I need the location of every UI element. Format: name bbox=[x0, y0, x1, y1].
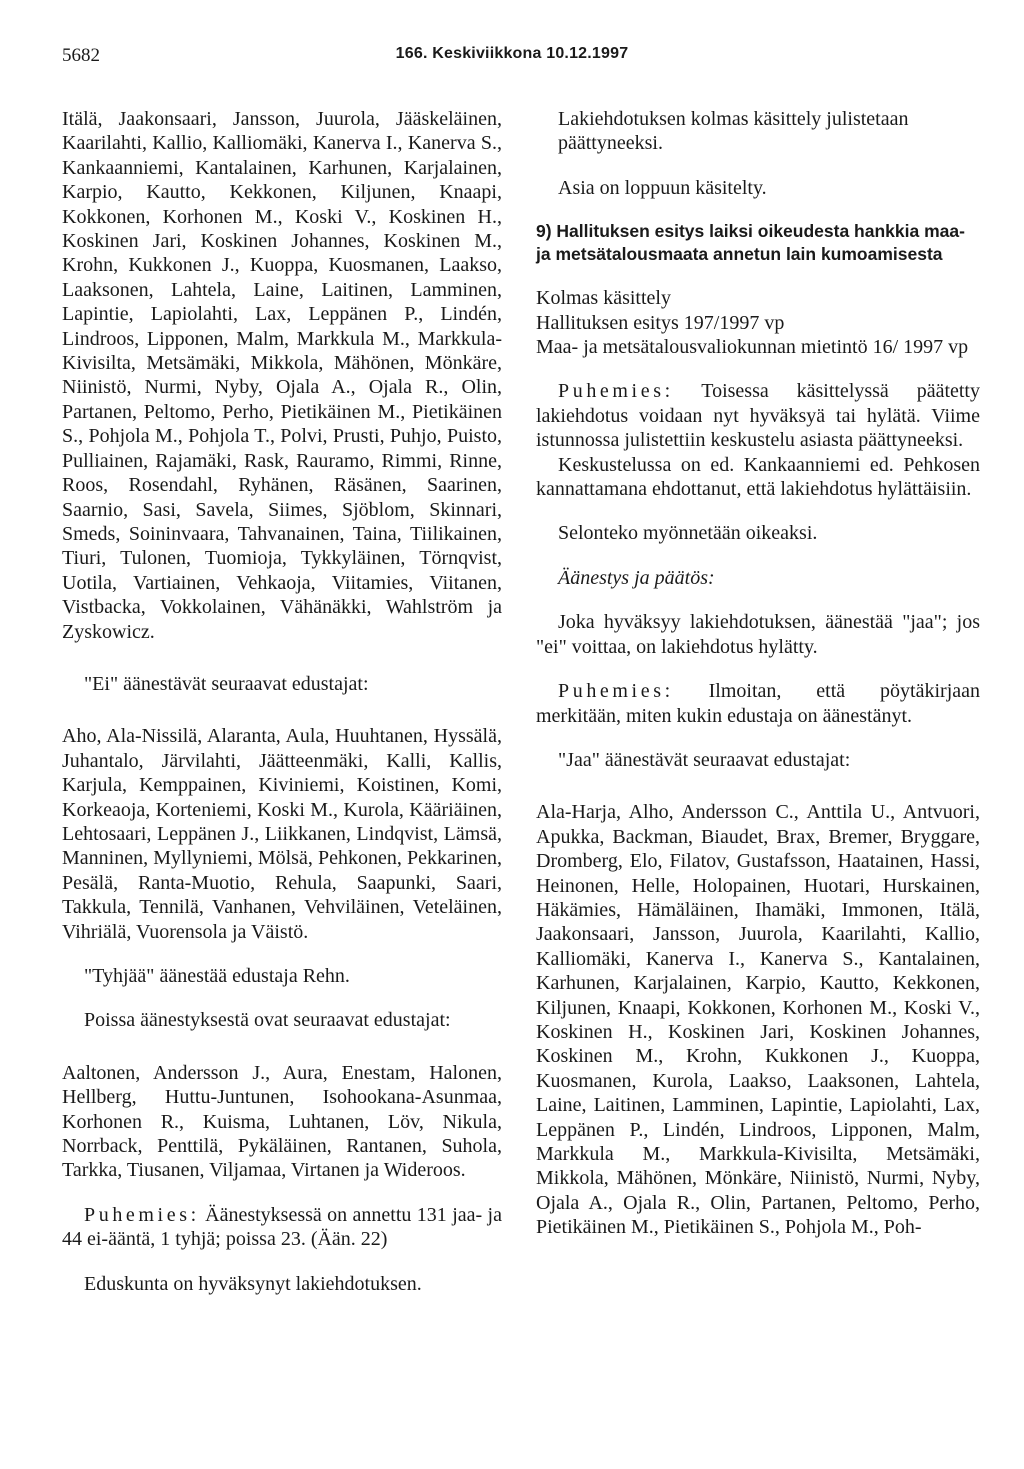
speaker-statement-2 bbox=[536, 679, 980, 728]
blank-vote: "Tyhjää" äänestää edustaja Rehn. bbox=[84, 965, 350, 987]
vote-rule: Joka hyväksyy lakiehdotuksen, äänestää "jaa"; jos "ei" voittaa, on lakiehdotus hylätty. bbox=[536, 611, 980, 658]
right-column bbox=[536, 107, 980, 1240]
speaker-label: Puhemies: bbox=[558, 680, 674, 703]
discussion-note: Keskustelussa on ed. Kankaanniemi ed. Pehkosen kannattamana ehdottanut, että lakiehdotus hylättäisiin. bbox=[536, 453, 980, 501]
absent-list: Aaltonen, Andersson J., Aura, Enestam, Halonen, Hellberg, Huttu-Juntunen, Isohookana-Asunmaa, Korhonen R., Kuisma, Luhtanen, Löv, Nikula, Norrback, Penttilä, Pykäläinen, Rantanen, Suhola, Tarkka, Tiusanen, Viljamaa, Virtanen ja Wideroos. bbox=[62, 1061, 502, 1182]
session-date: 166. Keskiviikkona 10.12.1997 bbox=[395, 45, 629, 62]
speaker-statement-text: Toisessa käsittelyssä päätetty lakiehdotus voidaan nyt hyväksyä tai hylätä. Viime istunnossa julistettiin keskustelu asiasta päättyneeksi. bbox=[536, 380, 980, 452]
page-number: 5682 bbox=[62, 45, 100, 66]
bill-reference: Hallituksen esitys 197/1997 vp bbox=[536, 311, 785, 334]
third-reading-closed: Lakiehdotuksen kolmas käsittely julistetaan päättyneeksi. bbox=[558, 108, 909, 155]
speaker-label: Puhemies: bbox=[84, 1203, 200, 1226]
committee-reference: Maa- ja metsätalousvaliokunnan mietintö 16/ 1997 vp bbox=[536, 336, 969, 359]
no-votes-list: Aho, Ala-Nissilä, Alaranta, Aula, Huuhtanen, Hyssälä, Juhantalo, Järvilahti, Jäätteenmäki, Kalli, Kallis, Karjula, Kemppainen, Kiviniemi, Koistinen, Komi, Korkeaoja, Korteniemi, Koski M., Kurola, Kääriäinen, Lehtosaari, Leppänen J., Liikkanen, Lindqvist, Lämsä, Manninen, Myllyniemi, Mölsä, Pehkonen, Pekkarinen, Pesälä, Ranta-Muotio, Rehula, Saapunki, Saari, Takkula, Tennilä, Vanhanen, Vehviläinen, Veteläinen, Vihriälä, Vuorensola ja Väistö. bbox=[62, 725, 502, 943]
speaker-statement-text: Ilmoitan, että pöytäkirjaan merkitään, miten kukin edustaja on äänestänyt. bbox=[536, 680, 980, 727]
decision: Eduskunta on hyväksynyt lakiehdotuksen. bbox=[84, 1272, 422, 1295]
reading-type: Kolmas käsittely bbox=[536, 287, 671, 310]
no-votes-intro: "Ei" äänestävät seuraavat edustajat: bbox=[84, 672, 369, 695]
absent-intro: Poissa äänestyksestä ovat seuraavat edustajat: bbox=[84, 1009, 451, 1032]
item-heading: 9) Hallituksen esitys laiksi oikeudesta hankkia maa- ja metsätalousmaata annetun lain kumoamisesta bbox=[536, 221, 965, 265]
report-correct: Selonteko myönnetään oikeaksi. bbox=[558, 522, 818, 545]
speaker-label: Puhemies: bbox=[558, 380, 674, 403]
matter-concluded: Asia on loppuun käsitelty. bbox=[558, 176, 767, 199]
page-header bbox=[62, 45, 962, 75]
yes-list-continued: Itälä, Jaakonsaari, Jansson, Juurola, Jääskeläinen, Kaarilahti, Kallio, Kalliomäki, Kanerva I., Kanerva S., Kankaanniemi, Kantalainen, Karhunen, Karjalainen, Karpio, Kautto, Kekkonen, Kiljunen, Knaapi, Kokkonen, Korhonen M., Koski V., Koskinen H., Koskinen Jari, Koskinen Johannes, Koskinen M., Krohn, Kukkonen J., Kuoppa, Kuosmanen, Laakso, Laaksonen, Lahtela, Laine, Laitinen, Lamminen, Lapintie, Lapiolahti, Lax, Leppänen P., Lindén, Lindroos, Lipponen, Malm, Markkula M., Markkula-Kivisilta, Metsämäki, Mikkola, Mähönen, Mönkäre, Niinistö, Nurmi, Nyby, Ojala A., Ojala R., Olin, Partanen, Peltomo, Perho, Pietikäinen M., Pietikäinen S., Pohjola M., Pohjola T., Polvi, Prusti, Puhjo, Puisto, Pulliainen, Rajamäki, Rask, Rauramo, Rimmi, Rinne, Roos, Rosendahl, Ryhänen, Räsänen, Saarinen, Saarnio, Sasi, Savela, Siimes, Sjöblom, Skinnari, Smeds, Soininvaara, Tahvanainen, Taina, Tiilikainen, Tiuri, Tulonen, Tuomioja, Tykkyläinen, Törnqvist, Uotila, Vartiainen, Vehkaoja, Viitamies, Viitanen, Vistbacka, Vokkolainen, Vähänäkki, Wahlström ja Zyskowicz. bbox=[62, 108, 502, 643]
vote-result bbox=[62, 1203, 502, 1252]
yes-votes-list: Ala-Harja, Alho, Andersson C., Anttila U., Antvuori, Apukka, Backman, Biaudet, Brax, Bremer, Bryggare, Dromberg, Elo, Filatov, Gustafsson, Haatainen, Hassi, Heinonen, Helle, Holopainen, Huotari, Hurskainen, Häkämies, Hämäläinen, Ihamäki, Immonen, Itälä, Jaakonsaari, Jansson, Juurola, Kaarilahti, Kallio, Kalliomäki, Kanerva I., Kanerva S., Kantalainen, Karhunen, Karjalainen, Karpio, Kautto, Kekkonen, Kiljunen, Knaapi, Kokkonen, Korhonen M., Koski V., Koskinen H., Koskinen Jari, Koskinen Johannes, Koskinen M., Krohn, Kukkonen J., Kuoppa, Kuosmanen, Kurola, Laakso, Laaksonen, Lahtela, Laine, Laitinen, Lamminen, Lapintie, Lapiolahti, Lax, Leppänen P., Lindén, Lindroos, Lipponen, Malm, Markkula M., Markkula-Kivisilta, Metsämäki, Mikkola, Mähönen, Mönkäre, Niinistö, Nurmi, Nyby, Ojala A., Ojala R., Olin, Partanen, Peltomo, Perho, Pietikäinen M., Pietikäinen S., Pohjola M., Poh- bbox=[536, 801, 980, 1239]
vote-result-text: Äänestyksessä on annettu 131 jaa- ja 44 ei-ääntä, 1 tyhjä; poissa 23. (Ään. 22) bbox=[62, 1203, 502, 1251]
yes-votes-intro: "Jaa" äänestävät seuraavat edustajat: bbox=[558, 748, 851, 771]
speaker-statement-1 bbox=[536, 379, 980, 452]
vote-heading: Äänestys ja päätös: bbox=[558, 566, 715, 589]
left-column bbox=[62, 107, 502, 1296]
